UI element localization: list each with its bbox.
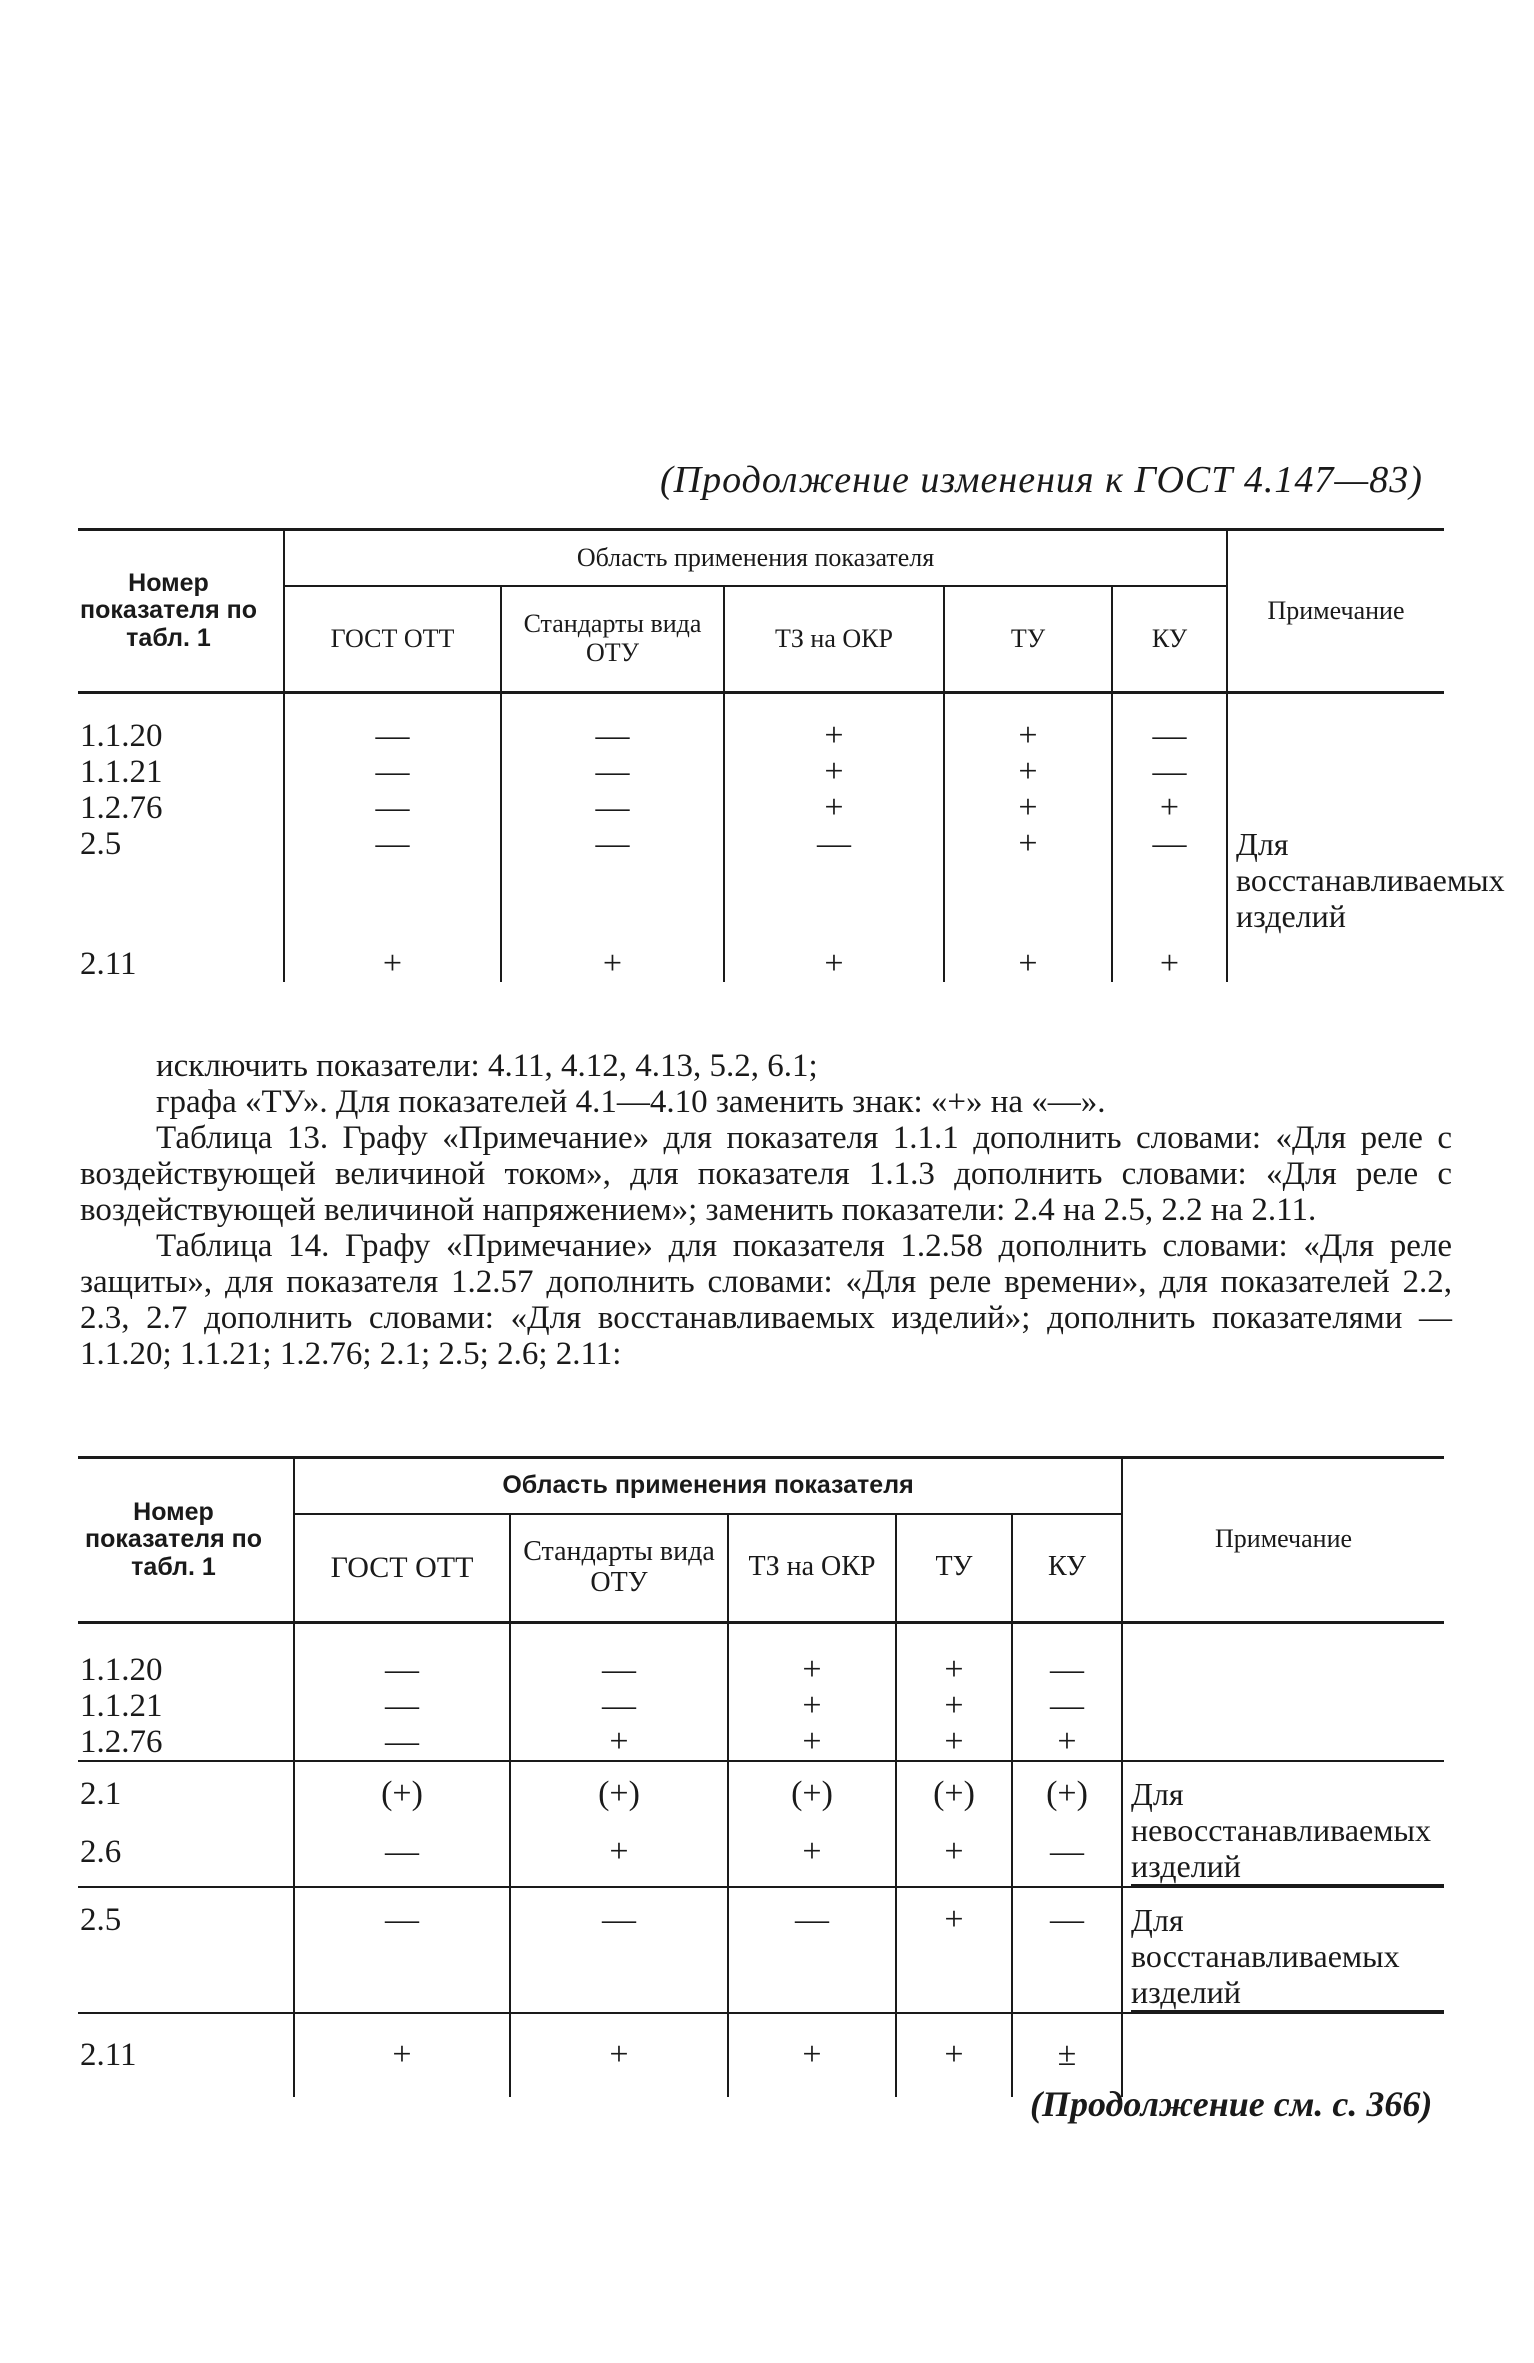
continuation-footer: (Продолжение см. с. 366) [1030, 2084, 1433, 2124]
row-code: 2.5 [78, 1887, 294, 2013]
table-row [78, 1761, 1444, 1834]
row-mark: (+) [294, 1761, 510, 1834]
group-note-text: Для невосстанавливаемых изделий [1131, 1776, 1444, 1886]
row-code: 2.5 [80, 826, 122, 862]
row-mark: + [1012, 1724, 1122, 1761]
table-2-num-header: Номер показателя по табл. 1 [78, 1458, 294, 1623]
table-2-group-header: Область применения показателя [294, 1458, 1122, 1515]
row-mark: — [294, 1887, 510, 2013]
row-mark: ± [1012, 2013, 1122, 2097]
row-mark: + [728, 2013, 896, 2097]
row-note [1227, 693, 1444, 755]
row-mark: + [284, 942, 501, 982]
table-row [78, 790, 1444, 826]
row-mark: — [1112, 826, 1227, 942]
row-mark: — [284, 754, 501, 790]
table-1 [78, 528, 1505, 982]
group-note [1122, 1622, 1444, 1761]
row-mark: + [1112, 790, 1227, 826]
row-mark: + [944, 790, 1112, 826]
row-mark: + [501, 942, 724, 982]
row-mark: — [294, 1688, 510, 1724]
row-mark: + [896, 1887, 1012, 2013]
row-note [1227, 942, 1444, 982]
row-mark: — [501, 693, 724, 755]
row-mark: — [284, 826, 501, 942]
row-mark: + [896, 2013, 1012, 2097]
row-mark: — [510, 1622, 728, 1688]
table-1-col-tu: ТУ [944, 586, 1112, 693]
group-note [1122, 1887, 1444, 2013]
row-note [1227, 754, 1444, 790]
table-1-col-tz: ТЗ на ОКР [724, 586, 944, 693]
row-mark: — [284, 693, 501, 755]
group-note [1122, 1761, 1444, 1887]
row-mark: — [1112, 693, 1227, 755]
row-mark: + [724, 693, 944, 755]
row-code: 2.6 [80, 1833, 122, 1870]
table-2-note-header: Примечание [1122, 1458, 1444, 1623]
table-1-col-ku: КУ [1112, 586, 1227, 693]
table-2-col-otu: Стандарты вида ОТУ [510, 1514, 728, 1622]
paragraph: Таблица 13. Графу «Примечание» для показателя 1.1.1 дополнить словами: «Для реле с воздействующей величиной током», для показателя 1.1.3 дополнить словами: «Для реле с воздействующей величиной напряжением»; заменить показатели: 2.4 на 2.5, 2.2 на 2.11. [80, 1120, 1452, 1228]
row-mark: — [728, 1887, 896, 2013]
row-mark: + [728, 1688, 896, 1724]
row-mark: (+) [1012, 1761, 1122, 1834]
row-mark: — [510, 1887, 728, 2013]
table-1-col-gost: ГОСТ ОТТ [284, 586, 501, 693]
row-mark: + [728, 1622, 896, 1688]
row-mark: + [944, 942, 1112, 982]
table-row [78, 942, 1444, 982]
table-row [78, 826, 1444, 942]
row-mark: — [1012, 1688, 1122, 1724]
table-row [78, 1622, 1444, 1688]
row-mark: + [896, 1834, 1012, 1887]
row-mark: + [724, 942, 944, 982]
table-2-col-tz: ТЗ на ОКР [728, 1514, 896, 1622]
row-mark: — [510, 1688, 728, 1724]
table-2-col-tu: ТУ [896, 1514, 1012, 1622]
row-code: 1.1.21 [80, 1687, 163, 1724]
row-mark: (+) [510, 1761, 728, 1834]
row-code: 1.1.21 [80, 754, 163, 790]
row-note [1227, 790, 1444, 826]
row-mark: + [944, 826, 1112, 942]
row-code: 1.2.76 [80, 1723, 163, 1760]
row-mark: + [1112, 942, 1227, 982]
row-mark: — [294, 1724, 510, 1761]
row-mark: + [510, 2013, 728, 2097]
table-1-group-header: Область применения показателя [284, 530, 1227, 587]
table-row [78, 1887, 1444, 2013]
paragraph: Таблица 14. Графу «Примечание» для показателя 1.2.58 дополнить словами: «Для реле защиты», для показателя 1.2.57 дополнить словами: «Для реле времени», для показателей 2.2, 2.3, 2.7 дополнить словами: «Для восстанавливаемых изделий»; дополнить показателями — 1.1.20; 1.1.21; 1.2.76; 2.1; 2.5; 2.6; 2.11: [80, 1228, 1452, 1372]
body-text [80, 1048, 1452, 1372]
row-mark: + [510, 1834, 728, 1887]
row-mark: + [510, 1724, 728, 1761]
table-2-col-ku: КУ [1012, 1514, 1122, 1622]
row-mark: — [501, 754, 724, 790]
row-mark: (+) [728, 1761, 896, 1834]
row-code: 2.11 [80, 946, 137, 982]
row-mark: — [724, 826, 944, 942]
table-row [78, 754, 1444, 790]
table-1-col-otu: Стандарты вида ОТУ [501, 586, 724, 693]
paragraph: графа «ТУ». Для показателей 4.1—4.10 заменить знак: «+» на «—». [156, 1084, 1106, 1120]
row-mark: + [896, 1724, 1012, 1761]
row-mark: — [501, 826, 724, 942]
row-mark: — [1112, 754, 1227, 790]
row-mark: + [724, 754, 944, 790]
row-mark: + [896, 1688, 1012, 1724]
row-mark: + [728, 1834, 896, 1887]
row-mark: — [294, 1622, 510, 1688]
row-mark: + [944, 754, 1112, 790]
row-code: 2.1 [78, 1761, 294, 1834]
table-1-num-header: Номер показателя по табл. 1 [78, 530, 284, 693]
table-1-note-header: Примечание [1227, 530, 1444, 693]
row-mark: + [944, 693, 1112, 755]
group-note-text: Для восстанавливаемых изделий [1131, 1902, 1444, 2012]
row-note: Для восстанавливаемых изделий [1227, 826, 1444, 942]
row-mark: — [1012, 1834, 1122, 1887]
table-row [78, 693, 1444, 755]
row-mark: — [501, 790, 724, 826]
row-code: 2.11 [78, 2013, 294, 2097]
row-mark: + [896, 1622, 1012, 1688]
row-code: 1.1.20 [80, 1651, 163, 1688]
row-code: 1.1.20 [80, 718, 163, 754]
table-2 [78, 1456, 1444, 2097]
row-mark: — [294, 1834, 510, 1887]
row-mark: — [284, 790, 501, 826]
running-head: (Продолжение изменения к ГОСТ 4.147—83) [660, 459, 1423, 501]
row-mark: + [724, 790, 944, 826]
paragraph: исключить показатели: 4.11, 4.12, 4.13, 5.2, 6.1; [156, 1048, 818, 1084]
table-2-col-gost: ГОСТ ОТТ [294, 1514, 510, 1622]
row-mark: (+) [896, 1761, 1012, 1834]
row-mark: — [1012, 1622, 1122, 1688]
row-code: 1.2.76 [80, 790, 163, 826]
row-mark: + [728, 1724, 896, 1761]
row-mark: + [294, 2013, 510, 2097]
row-mark: — [1012, 1887, 1122, 2013]
